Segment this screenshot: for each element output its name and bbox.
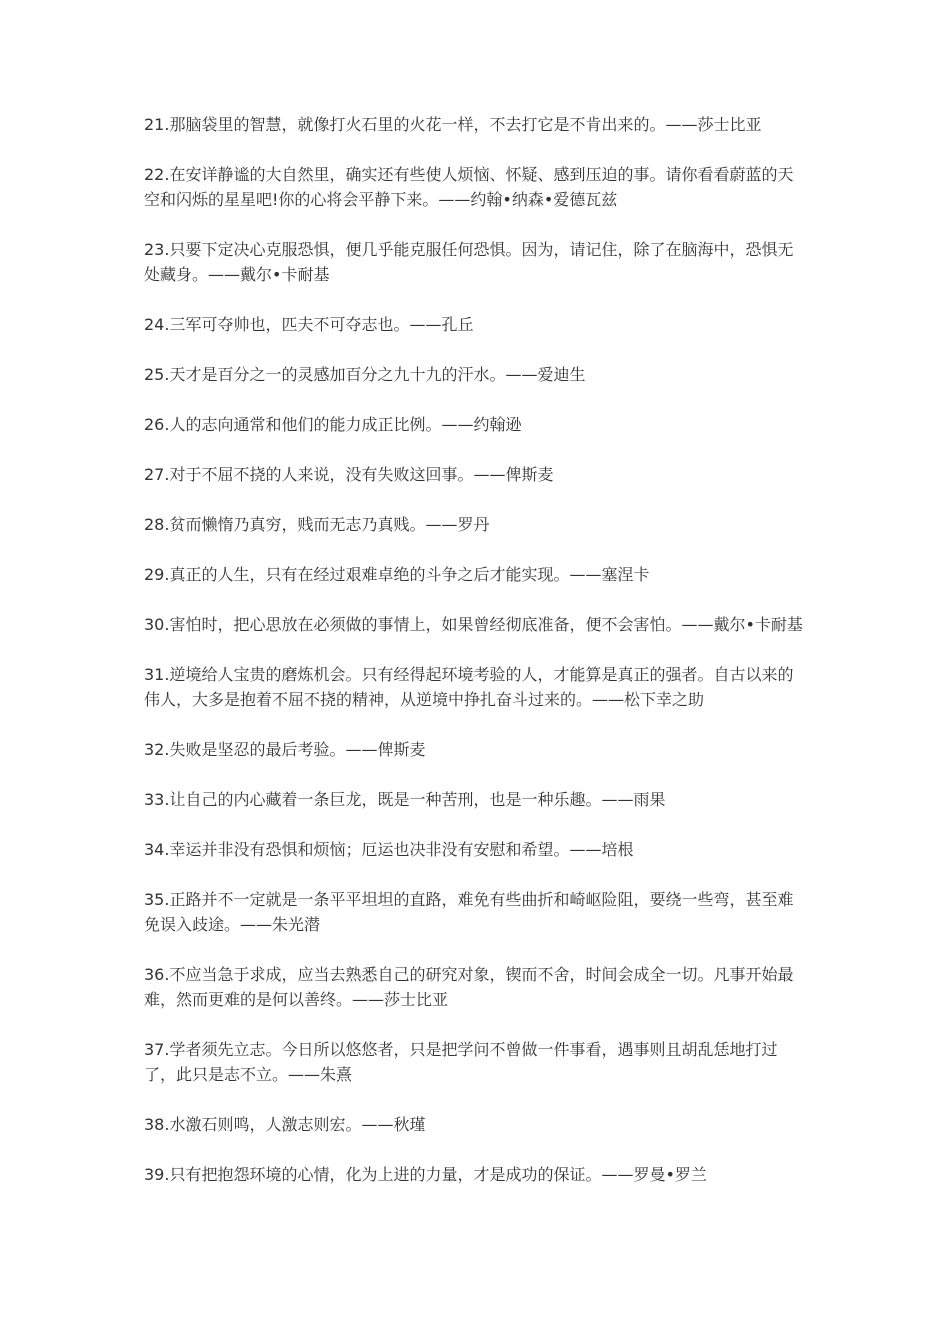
quote-22: 22.在安详静谧的大自然里，确实还有些使人烦恼、怀疑、感到压迫的事。请你看看蔚蓝的天空和闪烁的星星吧!你的心将会平静下来。——约翰•纳森•爱德瓦兹 <box>144 165 794 209</box>
quote-27: 27.对于不屈不挠的人来说，没有失败这回事。——俾斯麦 <box>144 465 554 484</box>
quote-24: 24.三军可夺帅也，匹夫不可夺志也。——孔丘 <box>144 315 474 334</box>
quote-35: 35.正路并不一定就是一条平平坦坦的直路，难免有些曲折和崎岖险阻，要绕一些弯，甚至难免误入歧途。——朱光潜 <box>144 890 794 934</box>
quote-34: 34.幸运并非没有恐惧和烦恼；厄运也决非没有安慰和希望。——培根 <box>144 840 634 859</box>
quote-26: 26.人的志向通常和他们的能力成正比例。——约翰逊 <box>144 415 522 434</box>
quote-21: 21.那脑袋里的智慧，就像打火石里的火花一样，不去打它是不肯出来的。——莎士比亚 <box>144 115 762 134</box>
quote-32: 32.失败是坚忍的最后考验。——俾斯麦 <box>144 740 426 759</box>
quote-29: 29.真正的人生，只有在经过艰难卓绝的斗争之后才能实现。——塞涅卡 <box>144 565 650 584</box>
quote-33: 33.让自己的内心藏着一条巨龙，既是一种苦刑，也是一种乐趣。——雨果 <box>144 790 666 809</box>
quote-37: 37.学者须先立志。今日所以悠悠者，只是把学问不曾做一件事看，遇事则且胡乱恁地打过了，此只是志不立。——朱熹 <box>144 1040 778 1084</box>
quote-36: 36.不应当急于求成，应当去熟悉自己的研究对象，锲而不舍，时间会成全一切。凡事开始最难，然而更难的是何以善终。——莎士比亚 <box>144 965 794 1009</box>
quote-28: 28.贫而懒惰乃真穷，贱而无志乃真贱。——罗丹 <box>144 515 490 534</box>
quote-25: 25.天才是百分之一的灵感加百分之九十九的汗水。——爱迪生 <box>144 365 586 384</box>
quote-38: 38.水激石则鸣，人激志则宏。——秋瑾 <box>144 1115 426 1134</box>
quote-39: 39.只有把抱怨环境的心情，化为上进的力量，才是成功的保证。——罗曼•罗兰 <box>144 1165 707 1184</box>
document-page <box>144 112 808 1187</box>
quote-23: 23.只要下定决心克服恐惧，便几乎能克服任何恐惧。因为，请记住，除了在脑海中，恐惧无处藏身。——戴尔•卡耐基 <box>144 240 794 284</box>
quote-31: 31.逆境给人宝贵的磨炼机会。只有经得起环境考验的人，才能算是真正的强者。自古以来的伟人，大多是抱着不屈不挠的精神，从逆境中挣扎奋斗过来的。——松下幸之助 <box>144 665 794 709</box>
quote-30: 30.害怕时，把心思放在必须做的事情上，如果曾经彻底准备，便不会害怕。——戴尔•卡耐基 <box>144 615 803 634</box>
